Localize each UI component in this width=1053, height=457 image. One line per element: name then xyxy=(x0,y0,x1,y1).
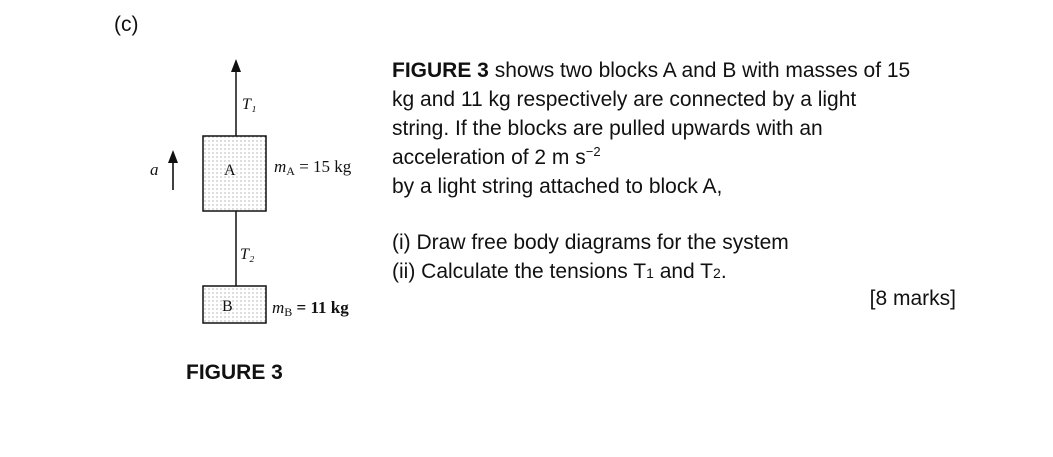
acceleration-arrowhead xyxy=(168,150,178,163)
tension-t2-label: T₂ xyxy=(240,246,255,263)
question-subparts xyxy=(392,228,789,288)
mass-b-label: mB = 11 kg xyxy=(272,298,349,319)
tension-t1-label: T₁ xyxy=(242,96,257,113)
acceleration-exponent: −2 xyxy=(585,144,601,159)
block-a-label: A xyxy=(224,162,236,179)
question-part-label: (c) xyxy=(114,13,139,36)
top-tension-arrowhead xyxy=(231,59,241,72)
figure-caption: FIGURE 3 xyxy=(186,361,283,384)
subpart-i: (i) Draw free body diagrams for the system xyxy=(392,231,789,254)
block-b xyxy=(203,286,266,323)
block-b-label: B xyxy=(222,298,233,315)
subpart-ii: (ii) Calculate the tensions T1 and T2. xyxy=(392,260,727,283)
problem-text-end: by a light string attached to block A, xyxy=(392,175,723,198)
problem-statement xyxy=(392,56,912,201)
marks-allocation: [8 marks] xyxy=(869,287,956,310)
mass-a-label: mA = 15 kg xyxy=(274,157,352,178)
acceleration-label: a xyxy=(150,160,159,179)
problem-text: shows two blocks A and B with masses of 15 kg and 11 kg respectively are connected by a light string. If the blocks are pulled upwards with an acceleration of 2 m s xyxy=(392,59,911,169)
figure-reference: FIGURE 3 xyxy=(392,59,489,82)
figure-3-diagram xyxy=(0,0,400,400)
